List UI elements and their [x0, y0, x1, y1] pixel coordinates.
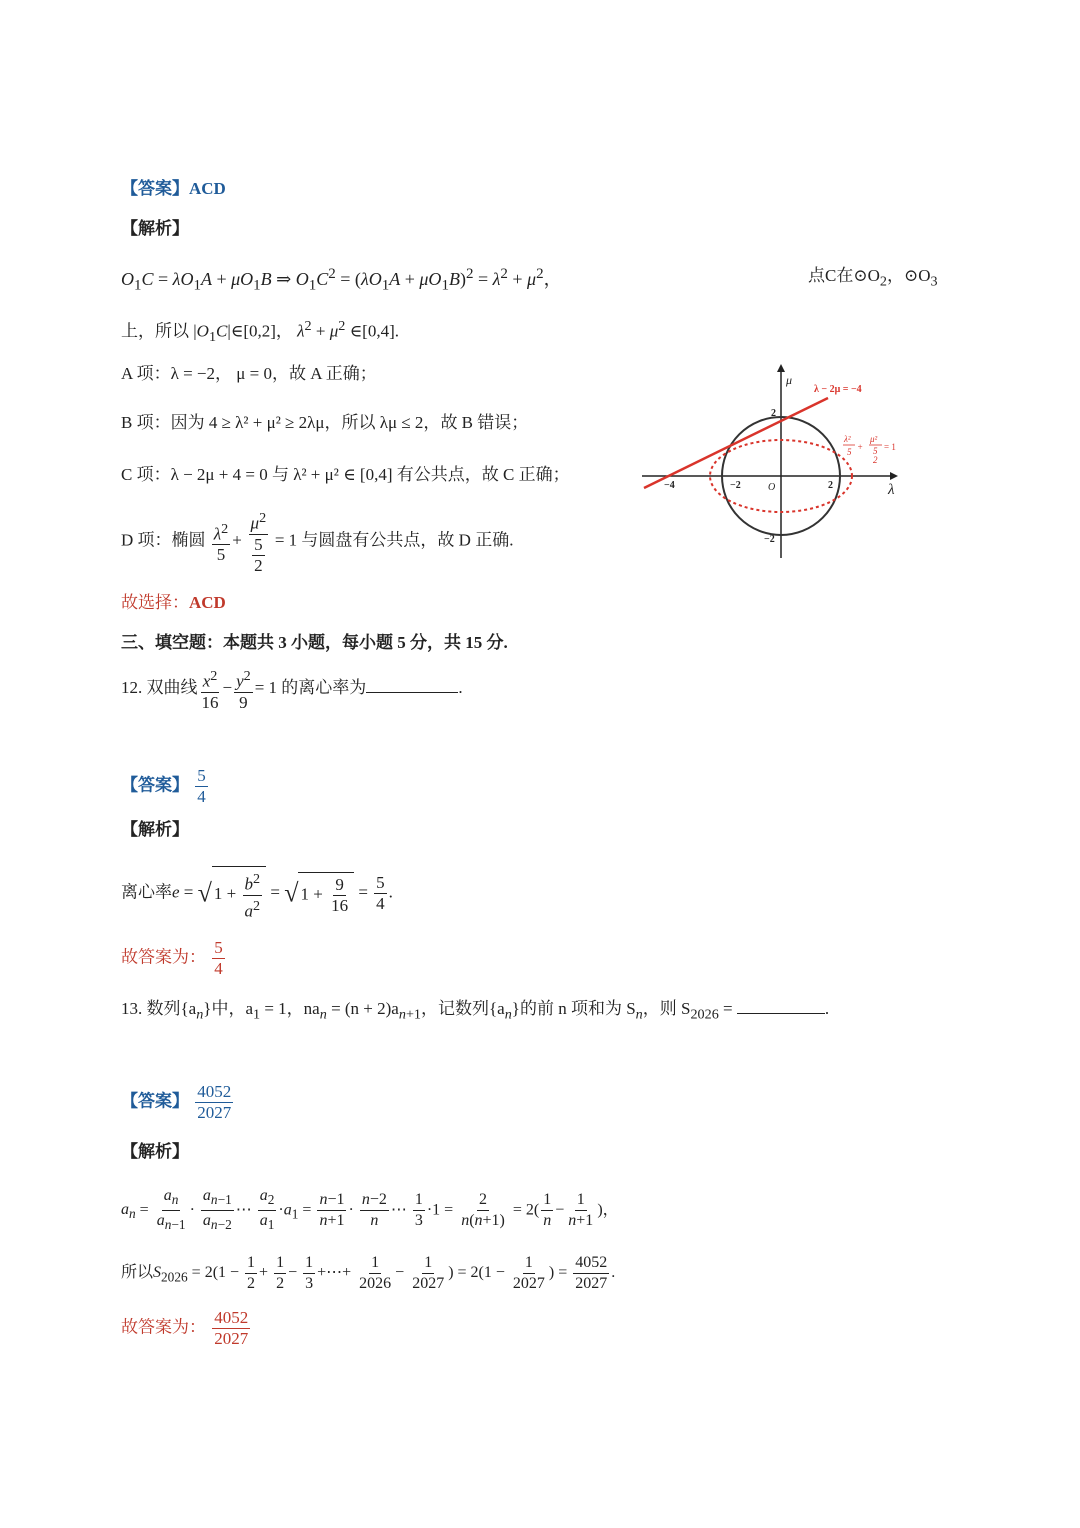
- tick-x-neg4: −4: [664, 480, 675, 491]
- svg-text:μ²: μ²: [870, 434, 878, 444]
- answer-tag: 【答案】: [121, 775, 189, 795]
- line-lambda-2mu: [644, 398, 828, 488]
- q11-line2: 上，所以 $|O_1C|\in[0,2]$， $\lambda^2 + \mu^2$ ∈[0,4].: [121, 318, 399, 346]
- q13-number: 13.: [121, 999, 143, 1018]
- q13-t4: = (n + 2)a: [326, 999, 399, 1018]
- tick-y-2: 2: [771, 408, 776, 419]
- item-c-text: λ − 2μ + 4 = 0 与 λ² + μ² ∈ [0,4] 有公共点，: [170, 465, 482, 484]
- final-den: 2027: [214, 1329, 249, 1348]
- final-value: ACD: [189, 593, 226, 612]
- q11-analysis-tag: [121, 217, 189, 241]
- q13-t1: 数列{a: [146, 999, 197, 1018]
- item-d-label: D 项：: [121, 530, 172, 550]
- circle-o3-text: ，⊙O: [886, 266, 931, 285]
- axis-x-label: λ: [888, 482, 895, 498]
- ecc-label: 离心率: [121, 882, 172, 902]
- line2-mid: ∈[0,2]，: [230, 321, 293, 341]
- axis-y-label: μ: [786, 373, 793, 387]
- answer-value: ACD: [189, 179, 226, 198]
- answer-tag: 【答案】: [121, 1091, 189, 1111]
- q12-final: [121, 938, 227, 979]
- item-b-text: 因为 4 ≥ λ² + μ² ≥ 2λμ，所以 λμ ≤ 2，: [170, 413, 441, 432]
- tick-x-2: 2: [828, 480, 833, 491]
- answer-num: 4052: [197, 1082, 232, 1101]
- analysis-tag: 【解析】: [121, 1142, 189, 1161]
- point-c-text: 点C在⊙O: [808, 266, 880, 285]
- answer-tag: 【答案】: [121, 179, 189, 198]
- final-label: 故选择：: [121, 593, 189, 612]
- q13-t5: ，记数列{a: [421, 999, 505, 1018]
- tick-y-neg2: −2: [764, 534, 775, 545]
- answer-den: 2027: [197, 1103, 232, 1122]
- analysis-tag: 【解析】: [121, 219, 189, 238]
- q13-answer: [121, 1082, 235, 1123]
- tick-x-neg2: −2: [730, 480, 741, 491]
- final-num: 4052: [214, 1308, 249, 1327]
- ellipse-frac-2: $\frac{\mu^2}{\frac{5}{2}}$: [250, 510, 267, 575]
- q11-answer: [121, 177, 226, 201]
- svg-text:λ²: λ²: [844, 434, 851, 444]
- so-label: 所以: [121, 1264, 154, 1282]
- q12-answer: [121, 766, 210, 807]
- q11-final: [121, 591, 226, 615]
- final-num: 5: [214, 938, 223, 957]
- answer-den: 4: [197, 787, 206, 806]
- answer-num: 5: [197, 766, 206, 785]
- q12-text2: = 1 的离心率为: [254, 678, 367, 698]
- ellipse-frac-1: $\frac{\lambda^2}{5}$: [213, 520, 229, 565]
- q13-t3: = 1，na: [260, 999, 320, 1018]
- final-den: 4: [214, 959, 223, 978]
- svg-text:+: +: [857, 442, 864, 452]
- q13-question: 13. 数列$\{a_n\}$中，$a_1 = 1$，$na_n = (n + 2)a_{n+1}$，记数列$\{a_n\}$的前 n 项和为 $S_n$，则 $S_{2026}$ = .: [121, 999, 830, 1023]
- item-a-text: λ = −2， μ = 0，故 A 正确；: [170, 364, 377, 383]
- svg-text:2: 2: [873, 455, 878, 465]
- item-d-conclusion: = 1 与圆盘有公共点，故 D 正确.: [274, 530, 514, 550]
- final-label: 故答案为：: [121, 947, 206, 967]
- q13-t7: ，则 S: [642, 999, 691, 1018]
- ellipse-label: [843, 434, 896, 465]
- item-b-label: B 项：: [121, 413, 171, 432]
- q11-line1-right: 点C在$⊙O_2$，$⊙O_3$: [808, 266, 938, 290]
- q13-final: [121, 1308, 252, 1349]
- line2-prefix: 上，所以: [121, 321, 189, 341]
- item-c-label: C 项：: [121, 465, 171, 484]
- q11-item-b: [121, 411, 528, 435]
- svg-text:= 1: = 1: [884, 442, 896, 452]
- q13-blank[interactable]: [737, 997, 825, 1014]
- origin-label: O: [768, 482, 776, 493]
- q13-derivation-2: 所以$S_{2026} = 2(1$ − $\frac{1}{2}$ + $\frac{1}{2}$ − $\frac{1}{3}$ +⋯+ $\frac{1}{2026}$ − $\frac{1}{2027}$ ) = 2(1 − $\frac{1}{2027}$ ) = $\frac{4052}{2027}$ .: [121, 1254, 616, 1292]
- q12-analysis-tag: [121, 818, 189, 842]
- q13-t8: =: [718, 999, 733, 1018]
- q11-item-d: D 项：椭圆 $\frac{\lambda^2}{5}$ + $\frac{\mu^2}{\frac{5}{2}}$ = 1 与圆盘有公共点，故 D 正确.: [121, 510, 514, 575]
- item-d-text: 椭圆: [171, 530, 206, 550]
- q12-analysis: 离心率e = √ 1 + $\frac{b^2}{a^2}$ = √ 1 + $\frac{9}{16}$ = $\frac{5}{4}$ .: [121, 866, 393, 921]
- q13-t6: }的前 n 项和为 S: [511, 999, 636, 1018]
- q11-item-a: [121, 362, 377, 386]
- q12-question: 12. 双曲线 $\frac{x^2}{16}$ − $\frac{y^2}{9}$ = 1 的离心率为 .: [121, 668, 463, 712]
- final-label: 故答案为：: [121, 1317, 206, 1337]
- q12-text1: 双曲线: [146, 678, 198, 698]
- item-b-conclusion: 故 B 错误；: [440, 413, 529, 432]
- item-a-label: A 项：: [121, 364, 171, 383]
- q11-vector-equation: $O_1C = \lambda O_1A + \mu O_1B$ ⇒ $O_1C^2 = (\lambda O_1A + \mu O_1B)^2 = \lambda^2 + \mu^2$，: [121, 266, 562, 294]
- item-c-conclusion: 故 C 正确；: [481, 465, 570, 484]
- svg-text:5: 5: [873, 446, 878, 456]
- line2-end: ∈[0,4].: [349, 321, 399, 341]
- x-axis-arrow-icon: [890, 472, 898, 480]
- q13-analysis-tag: [121, 1140, 189, 1164]
- line-label: λ − 2μ = −4: [814, 384, 862, 395]
- section3-title: 三、填空题：本题共 3 小题，每小题 5 分，共 15 分.: [121, 633, 508, 652]
- q13-t2: }中，a: [203, 999, 254, 1018]
- q13-derivation-1: $a_n$ = $\frac{a_n}{a_{n-1}}$ · $\frac{a_{n-1}}{a_{n-2}}$ ⋯ $\frac{a_2}{a_1}$ $\cdot a_1$ = $\frac{n-1}{n+1}$ · $\frac{n-2}{n}$ ⋯ $\frac{1}{3}$ ·1 = $\frac{2}{n(n+1)}$ = 2( $\frac{1}{n}$ − $\frac{1}{n+1}$ )，: [121, 1187, 619, 1233]
- q12-blank[interactable]: [366, 676, 458, 693]
- coordinate-figure: [638, 362, 898, 562]
- analysis-tag: 【解析】: [121, 820, 189, 839]
- q11-item-c: [121, 463, 570, 487]
- svg-text:5: 5: [847, 447, 852, 457]
- q12-number: 12.: [121, 678, 143, 698]
- y-axis-arrow-icon: [777, 364, 785, 372]
